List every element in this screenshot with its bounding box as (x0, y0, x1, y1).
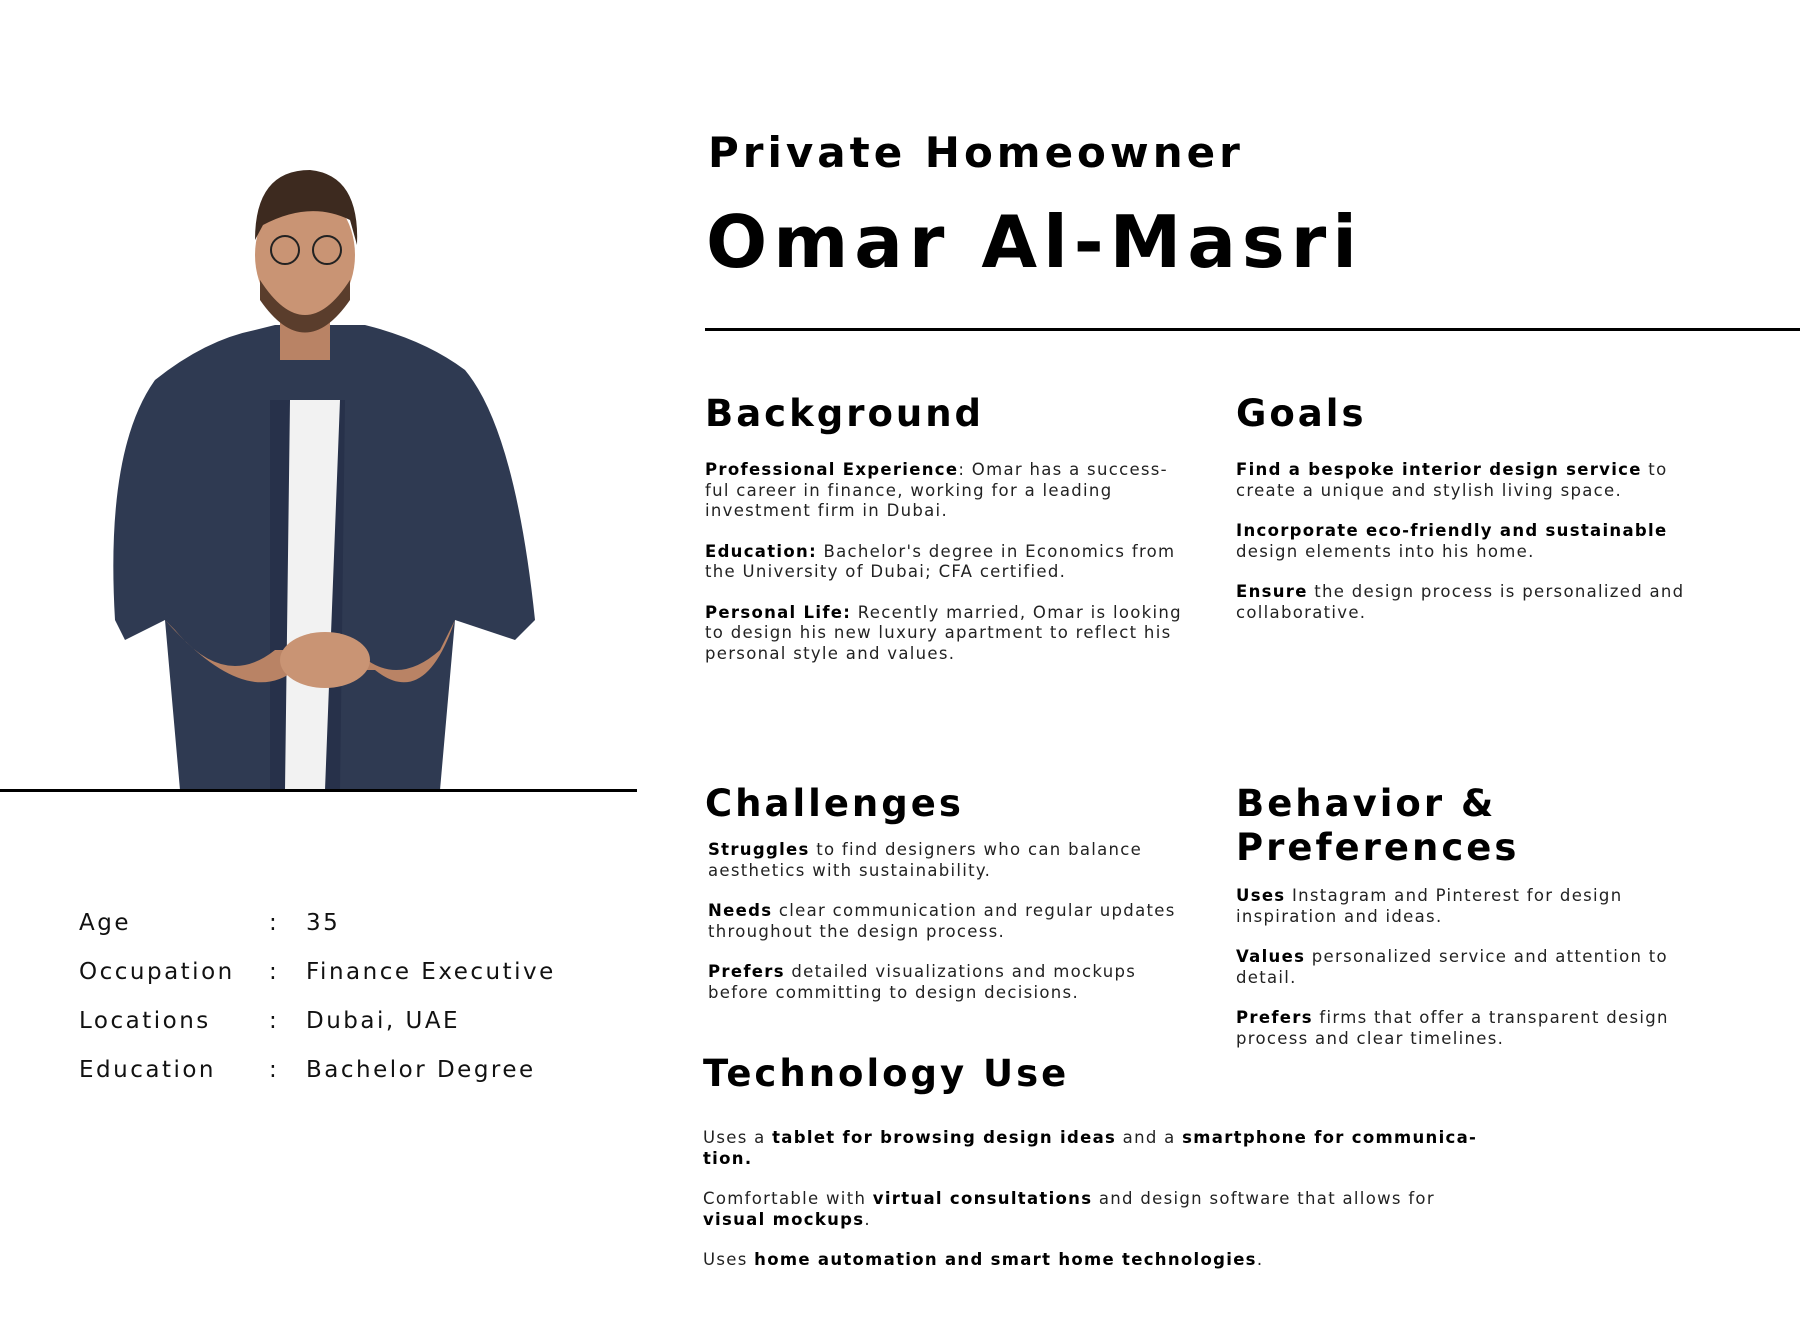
list-item: Uses a tablet for browsing design ideas and a smartphone for communica-tion. (703, 1128, 1478, 1168)
profile-row-age (79, 898, 556, 947)
profile-value: Dubai, UAE (306, 1007, 461, 1034)
profile-value: 35 (306, 909, 341, 936)
persona-name: Omar Al-Masri (706, 200, 1363, 284)
list-item: Comfortable with virtual consultations and design software that allows for visual mockups. (703, 1189, 1435, 1229)
list-item: Uses Instagram and Pinterest for design inspiration and ideas. (1236, 886, 1623, 926)
profile-value: Finance Executive (306, 958, 556, 985)
goals-section (1236, 392, 1716, 643)
profile-row-occupation (79, 947, 556, 996)
profile-label: Education (79, 1056, 217, 1083)
separator: : (269, 1007, 280, 1034)
list-item: Uses home automation and smart home technologies. (703, 1250, 1264, 1269)
profile-value: Bachelor Degree (306, 1056, 536, 1083)
list-item: Education: Bachelor's degree in Economics from the University of Dubai; CFA certified. (705, 541, 1176, 581)
section-title: Behavior & Preferences (1236, 782, 1520, 869)
list-item: Ensure the design process is personalized and collaborative. (1236, 582, 1685, 622)
section-title: Challenges (705, 782, 964, 825)
list-item: Needs clear communication and regular updates throughout the design process. (708, 901, 1176, 941)
persona-role: Private Homeowner (708, 128, 1244, 177)
left-divider (0, 789, 637, 792)
list-item: Personal Life: Recently married, Omar is looking to design his new luxury apartment to reflect his personal style and values. (705, 602, 1182, 663)
profile-label: Occupation (79, 958, 235, 985)
profile-label: Locations (79, 1007, 211, 1034)
persona-photo (95, 150, 555, 790)
list-item: Find a bespoke interior design service to create a unique and stylish living space. (1236, 460, 1668, 500)
section-title: Background (705, 392, 985, 435)
list-item: Struggles to find designers who can balance aesthetics with sustainability. (708, 840, 1143, 880)
separator: : (269, 958, 280, 985)
list-item: Prefers detailed visualizations and mockups before committing to design decisions. (708, 962, 1137, 1002)
list-item: Incorporate eco-friendly and sustainable design elements into his home. (1236, 521, 1668, 561)
profile-label: Age (79, 909, 131, 936)
list-item: Values personalized service and attention to detail. (1236, 947, 1668, 987)
section-title: Goals (1236, 392, 1367, 435)
technology-section (703, 1052, 1493, 1291)
header-divider (705, 328, 1800, 331)
list-item: Prefers firms that offer a transparent design process and clear timelines. (1236, 1008, 1669, 1048)
challenges-section (705, 782, 1185, 1023)
profile-row-education (79, 1045, 556, 1094)
section-title: Technology Use (703, 1052, 1070, 1095)
profile-info (79, 898, 556, 1094)
behavior-section (1236, 782, 1706, 1069)
separator: : (269, 909, 280, 936)
separator: : (269, 1056, 280, 1083)
profile-row-locations (79, 996, 556, 1045)
list-item: Professional Experience: Omar has a success-ful career in finance, working for a leading investment firm in Dubai. (705, 460, 1168, 520)
background-section (705, 392, 1185, 684)
